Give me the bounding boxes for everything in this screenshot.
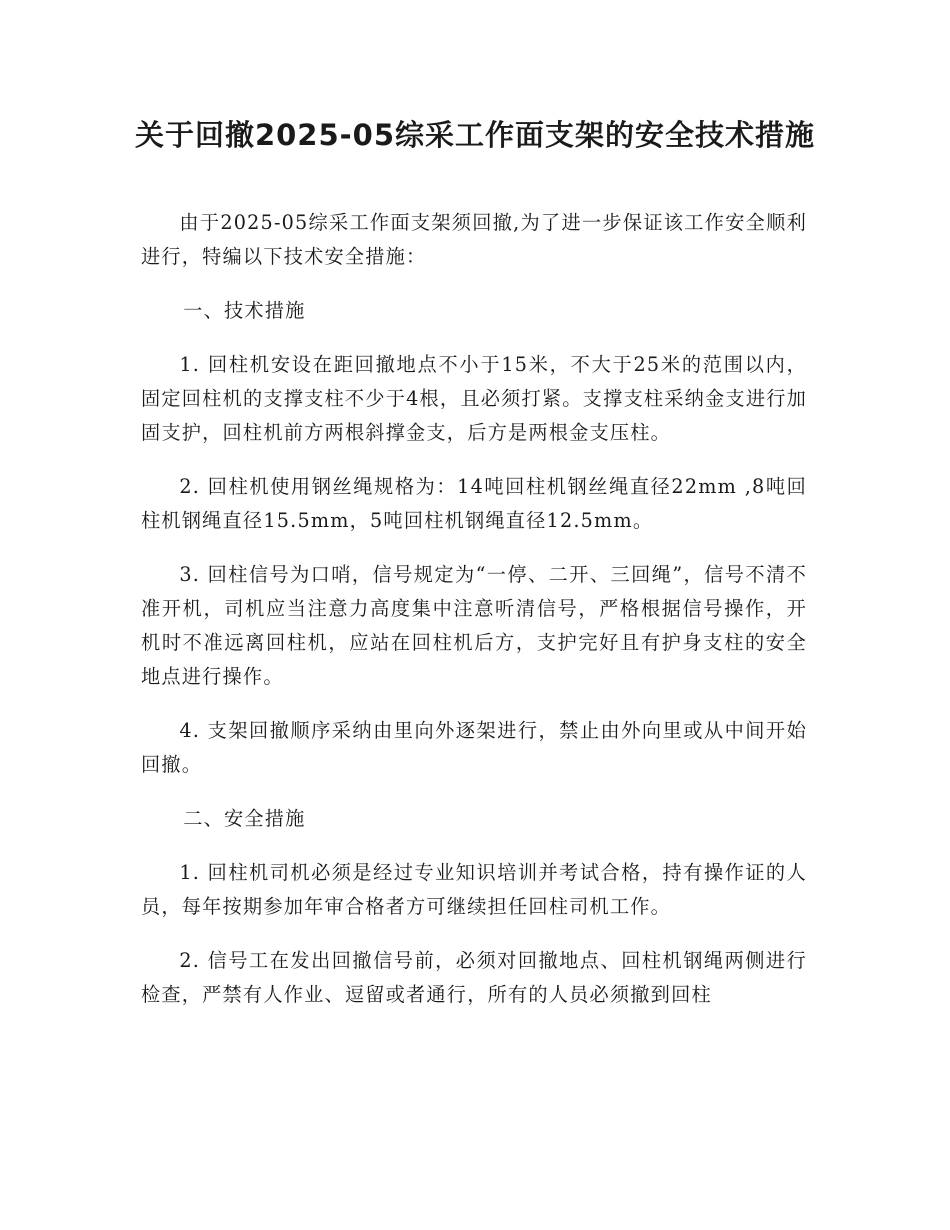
safety-item-1: 1. 回柱机司机必须是经过专业知识培训并考试合格，持有操作证的人员，每年按期参加年审合格者方可继续担任回柱司机工作。	[141, 861, 807, 918]
technical-item-2: 2. 回柱机使用钢丝绳规格为：14吨回柱机钢丝绳直径22mm ,8吨回柱机钢绳直径15.5mm，5吨回柱机钢绳直径12.5mm。	[141, 475, 807, 532]
technical-item-1: 1. 回柱机安设在距回撤地点不小于15米，不大于25米的范围以内，固定回柱机的支撑支柱不少于4根，且必须打紧。支撑支柱采纳金支进行加固支护，回柱机前方两根斜撑金支，后方是两根金支压柱。	[141, 353, 807, 444]
technical-item-3: 3. 回柱信号为口哨，信号规定为“一停、二开、三回绳”，信号不清不准开机，司机应当注意力高度集中注意听清信号，严格根据信号操作，开机时不准远离回柱机，应站在回柱机后方，支护完好且有护身支柱的安全地点进行操作。	[141, 563, 807, 688]
technical-item-4: 4. 支架回撤顺序采纳由里向外逐架进行，禁止由外向里或从中间开始回撤。	[141, 719, 807, 776]
intro-paragraph: 由于2025-05综采工作面支架须回撤,为了进一步保证该工作安全顺利进行，特编以下技术安全措施：	[141, 211, 807, 268]
safety-item-2: 2. 信号工在发出回撤信号前，必须对回撤地点、回柱机钢绳两侧进行检查，严禁有人作业、逗留或者通行，所有的人员必须撤到回柱	[141, 949, 807, 1006]
section-heading-safety: 二、安全措施	[183, 807, 306, 830]
document-title: 关于回撤2025-05综采工作面支架的安全技术措施	[134, 118, 816, 152]
section-heading-technical: 一、技术措施	[183, 299, 306, 322]
document-body	[141, 206, 807, 1032]
